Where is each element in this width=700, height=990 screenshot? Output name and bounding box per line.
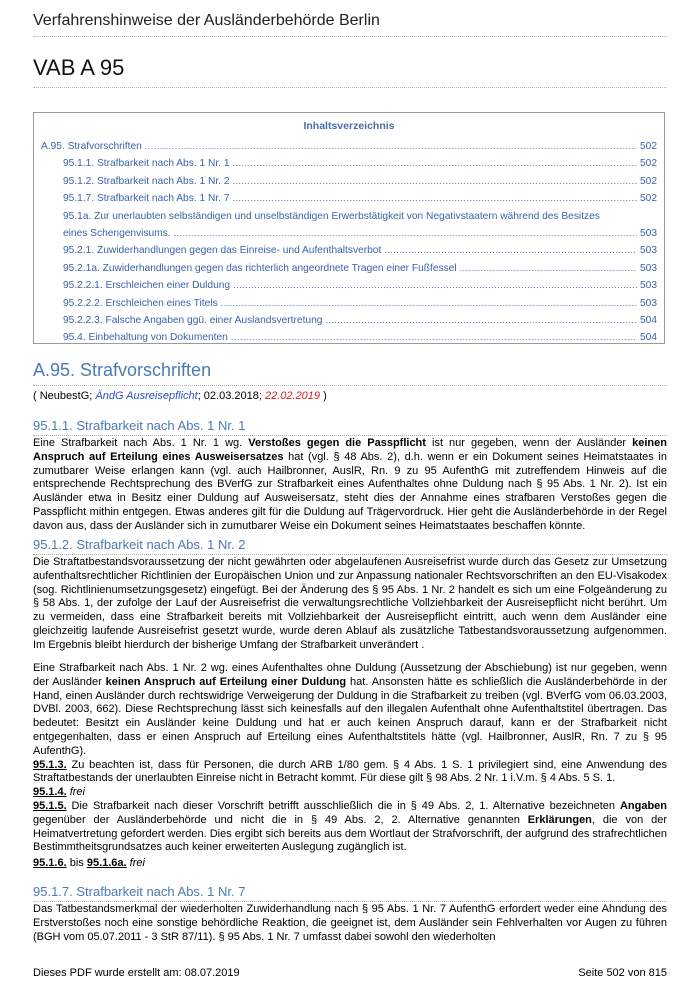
paragraph-95-1-2-a: Die Straftatbestandsvoraussetzung der nicht gewährten oder abgelaufenen Ausreisefrist wurde durch das Gesetz zur Umsetzung aufenthaltsrechtlicher Richtlinien der Europäischen Union und zur Anpassung nationaler Rechtsvorschriften an den EU-Visakodex (sog. Richtlinienumsetzungsgesetz) eingefügt. Bei der Änderung des § 95 Abs. 1 Nr. 2 handelt es sich um eine Folgeänderung zu § 58 Abs. 1, der zufolge der Lauf der Ausreisefrist die verwaltungsrechtliche Vollziehbarkeit der Ausreisepflicht nicht berührt. Um zu vermeiden, dass eine Strafbarkeit bereits mit Vollziehbarkeit der Ausreisepflicht eintritt, auch wenn dem Ausländer eine gleichzeitig laufende Ausreisefrist gesetzt wurde, wurde deren Ablauf als zusätzliche Tatbestandsvoraussetzung aufgenommen. Im Ergebnis bleibt hierdurch der bisherige Umfang der Strafbarkeit unverändert .	[33, 556, 667, 651]
toc-entry-page: 504	[640, 332, 657, 344]
paragraph-95-1-1: Eine Strafbarkeit nach Abs. 1 Nr. 1 wg. Verstoßes gegen die Passpflicht ist nur gegeben, wenn der Ausländer keinen Anspruch auf Erteilung eines Ausweisersatzes hat (vgl. § 48 Abs. 2), d.h. wenn er ein Dokument seines Heimatstaates in zumutbarer Weise erlangen kann (vgl. auch Hailbronner, AuslR, Rn. 9 zu 95 AufenthG mit zutreffendem Hinweis auf die entsprechende Rechtsprechung des BVerfG zur Strafbarkeit eines Aufenthaltes ohne Duldung nach § 95 Abs. 1 Nr. 2). Ist ein Ausländer etwa in Besitz einer Duldung auf Ausweisersatz, steht dies der Annahme eines strafbaren Verstoßes gegen die Passpflicht mithin entgegen. Etwas anderes gilt für die Duldung auf Trägervordruck. Hier geht die Ausländerbehörde in der Regel davon aus, dass der Ausländer sich in zumutbarer Weise ein Dokument seines Heimatstaates beschaffen könnte.	[33, 437, 667, 532]
subsection-heading-95-1-2: 95.1.2. Strafbarkeit nach Abs. 1 Nr. 2	[33, 537, 667, 555]
meta-suffix: )	[323, 390, 327, 402]
footer-page-number: Seite 502 von 815	[578, 967, 667, 979]
toc-entry-label: 95.1.2. Strafbarkeit nach Abs. 1 Nr. 2	[63, 175, 230, 187]
toc-entry-page: 502	[640, 193, 657, 205]
section-meta	[33, 390, 327, 402]
toc-entry[interactable]	[41, 155, 657, 172]
toc-entry[interactable]	[41, 208, 657, 243]
toc-entry[interactable]	[41, 173, 657, 190]
toc-entry[interactable]	[41, 312, 657, 329]
table-of-contents	[33, 112, 665, 344]
toc-entry-label: 95.2.1. Zuwiderhandlungen gegen das Einreise- und Aufenthaltsverbot	[63, 245, 382, 257]
toc-entry-label: 95.4. Einbehaltung von Dokumenten	[63, 332, 228, 344]
toc-entry-page: 503	[640, 262, 657, 274]
toc-entry[interactable]	[41, 329, 657, 346]
toc-entry-page: 503	[640, 297, 657, 309]
section-title: A.95. Strafvorschriften	[33, 360, 667, 386]
toc-entry-label-cont: eines Schengenvisums.	[63, 228, 171, 240]
toc-entry[interactable]	[41, 295, 657, 312]
toc-entry[interactable]	[41, 190, 657, 207]
meta-date: ; 02.03.2018;	[197, 390, 262, 402]
document-code: VAB A 95	[33, 55, 667, 88]
toc-entry[interactable]	[41, 277, 657, 294]
toc-entry[interactable]	[41, 260, 657, 277]
toc-entry-page: 502	[640, 158, 657, 170]
toc-entry-label: 95.2.2.1. Erschleichen einer Duldung	[63, 280, 231, 292]
toc-entry-label: A.95. Strafvorschriften	[41, 141, 142, 152]
toc-heading: Inhaltsverzeichnis	[303, 120, 395, 132]
toc-entry-label: 95.1a. Zur unerlaubten selbständigen und unselbständigen Erwerbstätigkeit von Negativstaatern während des Besitzes	[63, 210, 600, 222]
toc-entry-page: 502	[640, 175, 657, 187]
toc-entry-page: 503	[640, 280, 657, 292]
header-title: Verfahrenshinweise der Ausländerbehörde Berlin	[33, 12, 667, 37]
paragraph-95-1-2-b: Eine Strafbarkeit nach Abs. 1 Nr. 2 wg. eines Aufenthaltes ohne Duldung (Aussetzung der Abschiebung) ist nur gegeben, wenn der Ausländer keinen Anspruch auf Erteilung einer Duldung hat. Ansonsten hätte es schließlich die Ausländerbehörde in der Hand, einen Ausländer durch rechtswidrige Verweigerung der Duldung in die Strafbarkeit zu treiben (vgl. BVerfG vom 06.03.2003, DVBl. 2003, 662). Diese Rechtsprechung lässt sich keinesfalls auf den illegalen Aufenthalt ohne Aufenthaltstitel übertragen. Das bedeutet: Besitzt ein Ausländer keine Duldung und hat er auch keinen Anspruch darauf, kann er der Strafbarkeit nicht entgegenhalten, dass er einen Anspruch auf Erteilung eines Aufenthaltstitels hätte (vgl. Hailbronner, AuslR, Rn. 7 zu § 95 AufenthG). 95.1.3. Zu beachten ist, dass für Personen, die durch ARB 1/80 gem. § 4 Abs. 1 S. 1 privilegiert sind, eine Anwendung des Straftatbestands der unerlaubten Einreise nicht in Betracht kommt. Für diese gilt § 98 Abs. 2 Nr. 1 i.V.m. § 4 Abs. 5 S. 1. 95.1.4. frei 95.1.5. Die Strafbarkeit nach dieser Vorschrift betrifft ausschließlich die in § 49 Abs. 2, 1. Alternative bezeichneten Angaben gegenüber der Ausländerbehörde und nicht die in § 49 Abs. 2, 2. Alternative genannten Erklärungen, die von der Heimatvertretung gefordert werden. Dies ergibt sich bereits aus dem Wortlaut der Strafvorschrift, der aufgrund des strafrechtlichen Bestimmtheitsgrundsatzes auch keiner erweiterten Auslegung zugänglich ist.	[33, 662, 668, 854]
toc-entry-page: 503	[640, 228, 657, 240]
toc-entry-page: 503	[640, 245, 657, 257]
toc-entry-label: 95.2.2.3. Falsche Angaben ggü. einer Auslandsvertretung	[63, 315, 323, 327]
paragraph-95-1-7: Das Tatbestandsmerkmal der wiederholten Zuwiderhandlung nach § 95 Abs. 1 Nr. 7 AufenthG erfordert weder eine Ahndung des Erstverstoßes noch eine sonstige behördliche Reaktion, die geeignet ist, dem Ausländer sein Fehlverhalten vor Augen zu führen (BGH vom 05.07.2011 - 3 StR 87/11). § 95 Abs. 1 Nr. 7 umfasst dabei sowohl den wiederholten	[33, 903, 667, 943]
subsection-heading-95-1-1: 95.1.1. Strafbarkeit nach Abs. 1 Nr. 1	[33, 418, 667, 436]
amendment-link[interactable]: ÄndG Ausreisepflicht	[95, 390, 198, 402]
toc-entry-page: 504	[640, 315, 657, 327]
footer-created-date: Dieses PDF wurde erstellt am: 08.07.2019	[33, 967, 240, 979]
toc-entry[interactable]	[41, 138, 657, 155]
toc-entry-label: 95.1.1. Strafbarkeit nach Abs. 1 Nr. 1	[63, 158, 230, 170]
page-footer	[33, 967, 667, 979]
subsection-heading-95-1-7: 95.1.7. Strafbarkeit nach Abs. 1 Nr. 7	[33, 884, 667, 902]
paragraph-95-1-6: 95.1.6. bis 95.1.6a. frei	[33, 857, 145, 869]
toc-entry-label: 95.2.1a. Zuwiderhandlungen gegen das richterlich angeordnete Tragen einer Fußfessel	[63, 262, 457, 274]
amendment-date-link[interactable]: 22.02.2019	[264, 390, 321, 402]
meta-prefix: ( NeubestG;	[33, 390, 93, 402]
toc-entry-label: 95.2.2.2. Erschleichen eines Titels	[63, 297, 218, 309]
toc-entry-page: 502	[640, 141, 657, 152]
toc-entry-label: 95.1.7. Strafbarkeit nach Abs. 1 Nr. 7	[63, 193, 230, 205]
toc-entry[interactable]	[41, 242, 657, 259]
